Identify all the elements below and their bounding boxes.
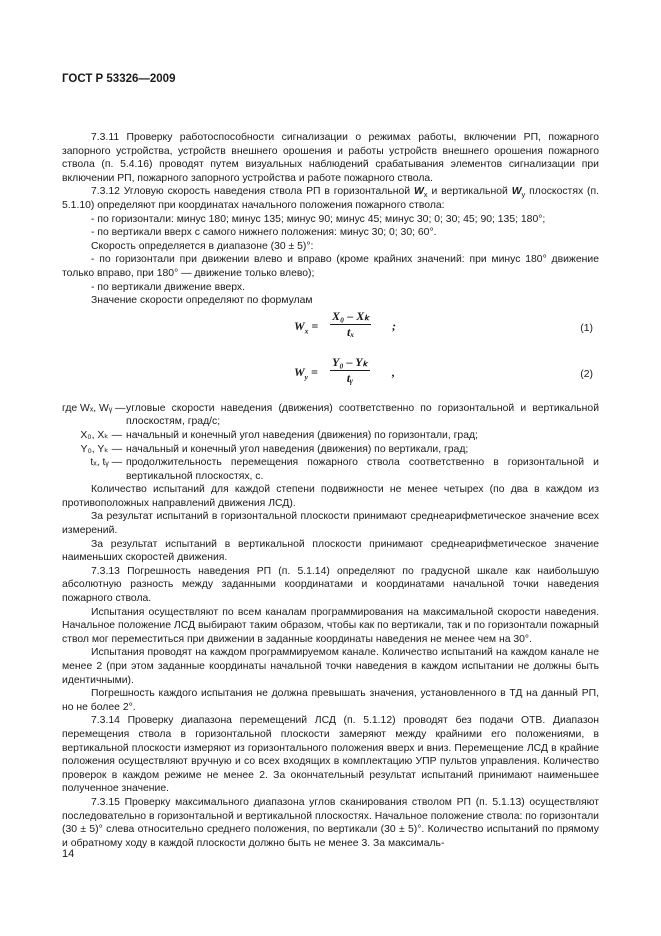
paragraph-horiz-result: За результат испытаний в горизонтальной плоскости принимают среднеарифметическое значение всех измерений. [62, 511, 599, 537]
list-item: - по горизонтали: минус 180; минус 135; минус 90; минус 45; минус 30; 0; 30; 45; 90; 135; 180°; [91, 213, 546, 225]
formula-intro: Значение скорости определяют по формулам [91, 295, 313, 307]
page-number: 14 [62, 848, 75, 860]
formula-2-fraction: $\frac{\text{Y₀ – Yₖ}}{\text{tᵧ}}$ [332, 354, 368, 386]
paragraph-7-3-15: 7.3.15 Проверку максимального диапазона углов сканирования стволом РП (п. 5.1.13) осуществляют последовательно в горизонтальной и вертикальной плоскостях. Начальное положение ствола: по горизонтали (30 ± 5)° слева относительно среднего положения, по вертикали (30 ± 5)°. Количество испытаний по прямому и обратному ходу в каждой плоскости должно быть не менее 3. За максималь- [62, 796, 599, 849]
paragraph-error: Погрешность каждого испытания не должна превышать значения, установленного в ТД на данный РП, но не более 2°. [62, 688, 599, 713]
paragraph-7-3-14: 7.3.14 Проверку диапазона перемещений ЛСД (п. 5.1.12) проводят без подачи ОТВ. Диапазон перемещения ствола в горизонтальной плоскости замеряют между крайними его положениями, в вертикальной плоскости измеряют из горизонтального положения вверх и вниз. Перемещение ЛСД в крайние положения осуществляют вручную и со всех входящих в комплектацию УПР пультов управления. Количество проверок в каждом режиме не менее 2. За окончательный результат испытаний принимают наименьшее полученное значение. [62, 715, 599, 795]
document-body [62, 131, 599, 850]
document-header: ГОСТ Р 53326—2009 [62, 73, 176, 85]
paragraph-7-3-12: 7.3.12 Угловую скорость наведения ствола РП в горизонтальной $W_x$ и вертикальной $W_y$ плоскостях (п. 5.1.10) определяют при координатах начального положения пожарного ствола: [62, 186, 600, 211]
formula-1-number: (1) [580, 322, 593, 334]
legend-row: X₀, Xₖ — начальный и конечный угол наведения (движения) по горизонтали, град; [80, 429, 478, 441]
legend-row: Y₀, Yₖ — начальный и конечный угол наведения (движения) по вертикали, град; [80, 443, 469, 455]
list-item: - по горизонтали при движении влево и вправо (кроме крайних значений: при минус 180° движение только вправо, при 180° — движение только влево); [62, 254, 599, 279]
paragraph-tests-each: Испытания проводят на каждом программируемом канале. Количество испытаний на каждом канале не менее 2 (при этом заданные координаты начальной точки наведения в каждом испытании не должны быть идентичными). [62, 647, 599, 686]
formula-2: $W_y$ = $\frac{\text{Y₀ – Yₖ}}{\text{tᵧ}}$ , (2) [294, 354, 593, 386]
legend-row: tₓ, tᵧ — продолжительность перемещения пожарного ствола соответственно в горизонтальной и вертикальной плоскостях, с. [90, 457, 599, 482]
legend-row: где Wₓ, Wᵧ — угловые скорости наведения (движения) соответственно по горизонтальной и вертикальной плоскостям, град/с; [62, 402, 599, 428]
paragraph-vert-result: За результат испытаний в вертикальной плоскости принимают среднеарифметическое значение наименьших скоростей движения. [62, 538, 599, 564]
formula-2-number: (2) [580, 368, 593, 380]
paragraph-7-3-11: 7.3.11 Проверку работоспособности сигнализации о режимах работы, включении РП, пожарного запорного устройства, устройств внешнего орошения и работы устройств внешнего орошения пожарного ствола (п. 5.4.16) проводят путем визуальных наблюдений срабатывания элементов сигнализации при включении РП, пожарного запорного устройства и работе пожарного ствола. [62, 132, 599, 184]
paragraph-7-3-13: 7.3.13 Погрешность наведения РП (п. 5.1.14) определяют по градусной шкале как наибольшую абсолютную разность между заданными координатами и координатами начальной точки наведения пожарного ствола. [62, 565, 599, 605]
formula-1-lhs: $W_x$ = [294, 318, 319, 336]
formula-1: $W_x$ = $\frac{\text{X₀ – Xₖ}}{\text{tₓ}}$ ; (1) [294, 308, 593, 340]
paragraph-tests-all: Испытания осуществляют по всем каналам программирования на максимальной скорости наведения. Начальное положение ЛСД выбирают таким образом, чтобы как по вертикали, так и по горизонтали пожарный ствол мог переместиться при движении в заданные координаты наведения не менее чем на 30°. [62, 606, 599, 645]
list-item: - по вертикали движение вверх. [91, 281, 246, 293]
paragraph-count: Количество испытаний для каждой степени подвижности не менее четырех (по два в каждом из противоположных направлений движения ЛСД). [62, 484, 599, 509]
speed-range-text: Скорость определяется в диапазоне (30 ± 5)°: [91, 240, 314, 252]
formula-2-lhs: $W_y$ = [294, 364, 318, 382]
formula-1-fraction: $\frac{\text{X₀ – Xₖ}}{\text{tₓ}}$ [332, 308, 370, 340]
list-item: - по вертикали вверх с самого нижнего положения: минус 30; 0; 30; 60°. [91, 227, 437, 239]
